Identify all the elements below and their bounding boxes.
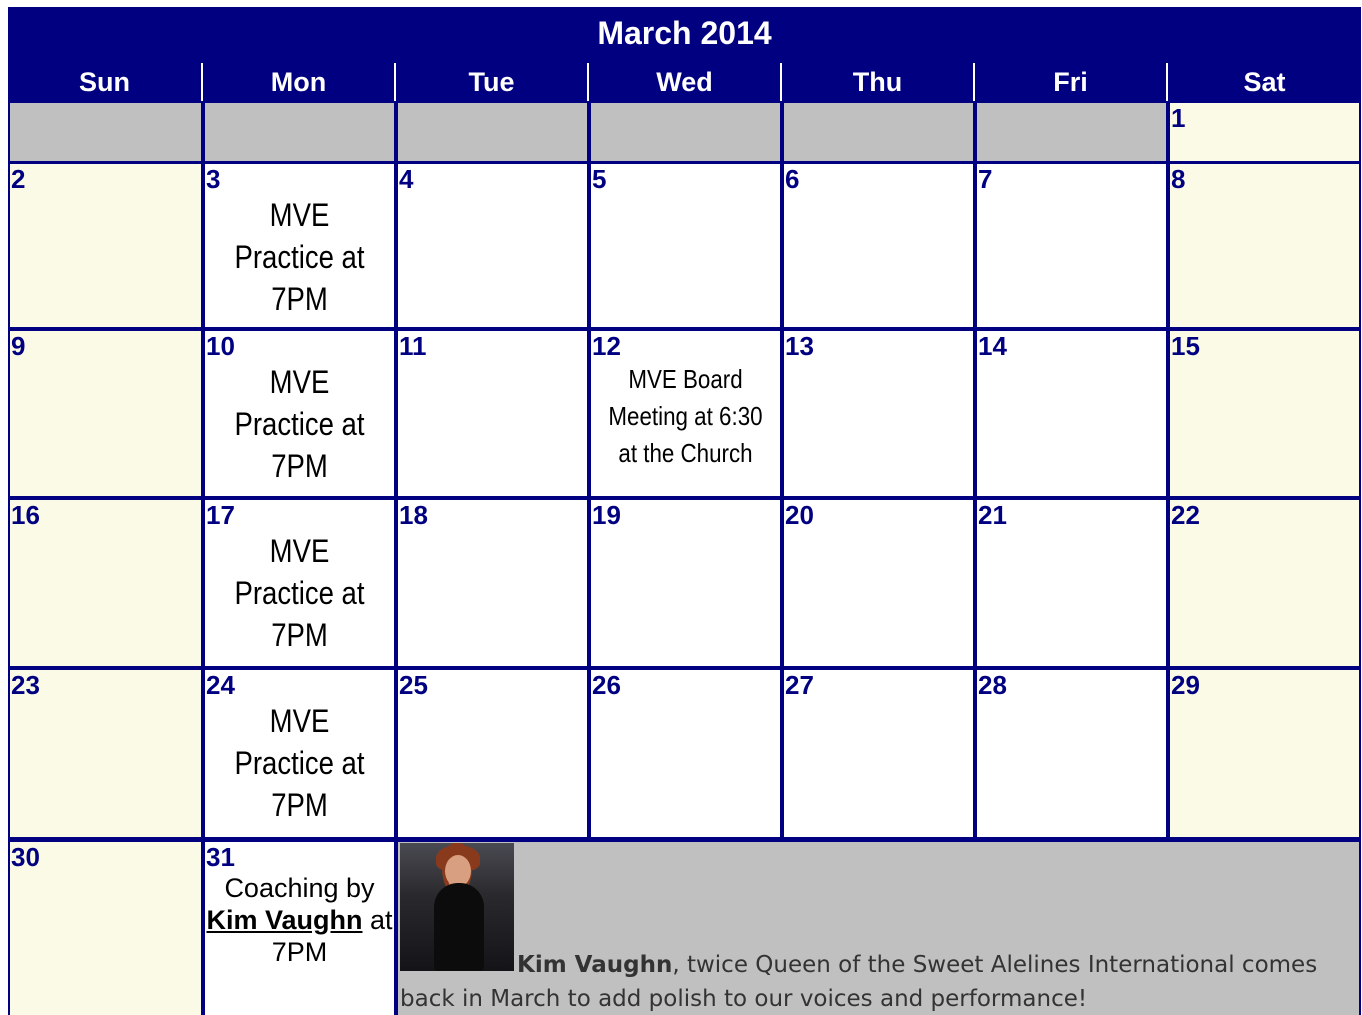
day-number: 16 [11, 500, 40, 530]
day-number: 9 [11, 331, 26, 361]
day-number: 17 [206, 500, 235, 530]
empty-cell [398, 103, 587, 161]
day-cell-6 [784, 164, 973, 327]
day-cell-4 [398, 164, 587, 327]
day-cell-11 [398, 331, 587, 496]
empty-cell [591, 103, 780, 161]
day-cell-14 [977, 331, 1166, 496]
weekday-header-sat: Sat [1168, 63, 1361, 101]
event-coaching-line1: Coaching by [224, 873, 375, 903]
day-cell-20 [784, 500, 973, 666]
event-coaching-at: at [362, 905, 393, 935]
day-cell-24 [205, 670, 394, 837]
weekday-header-wed: Wed [589, 63, 782, 101]
day-cell-13 [784, 331, 973, 496]
day-cell-18 [398, 500, 587, 666]
day-number: 3 [206, 164, 221, 194]
day-cell-8 [1170, 164, 1359, 327]
day-cell-5 [591, 164, 780, 327]
event-practice-line3: 7PM [271, 787, 328, 823]
day-cell-12 [591, 331, 780, 496]
day-cell-27 [784, 670, 973, 837]
kim-vaughn-link[interactable]: Kim Vaughn [206, 905, 363, 935]
day-cell-19 [591, 500, 780, 666]
notice-name: Kim Vaughn [517, 952, 673, 978]
day-cell-23 [10, 670, 201, 837]
day-cell-1 [1170, 103, 1359, 161]
day-cell-26 [591, 670, 780, 837]
day-number: 7 [978, 164, 993, 194]
day-cell-17 [205, 500, 394, 666]
day-number: 24 [206, 670, 235, 700]
day-number: 19 [592, 500, 621, 530]
day-cell-3 [205, 164, 394, 327]
notice-body: , twice Queen of the Sweet Alelines International comes back in March to add polish to our voices and performance! [400, 952, 1318, 1012]
weekday-header-mon: Mon [203, 63, 396, 101]
empty-cell [977, 103, 1166, 161]
event-practice-line3: 7PM [271, 448, 328, 484]
event-practice-line1: MVE [269, 703, 330, 739]
event-board-line2: Meeting at 6:30 [608, 401, 763, 431]
weekday-header-fri: Fri [975, 63, 1168, 101]
day-cell-25 [398, 670, 587, 837]
day-cell-16 [10, 500, 201, 666]
day-cell-28 [977, 670, 1166, 837]
day-number: 29 [1171, 670, 1200, 700]
day-number: 27 [785, 670, 814, 700]
day-number: 22 [1171, 500, 1200, 530]
day-number: 21 [978, 500, 1007, 530]
event-coaching-line3: 7PM [271, 937, 328, 967]
event-practice-line3: 7PM [271, 617, 328, 653]
event-practice-line2: Practice at [234, 745, 365, 781]
empty-cell [205, 103, 394, 161]
notice-text [400, 948, 1359, 1015]
event-practice-line3: 7PM [271, 281, 328, 317]
day-number: 20 [785, 500, 814, 530]
day-number: 5 [592, 164, 607, 194]
weekday-header-thu: Thu [782, 63, 975, 101]
day-number: 12 [592, 331, 621, 361]
day-cell-21 [977, 500, 1166, 666]
day-number: 11 [399, 331, 427, 361]
day-number: 26 [592, 670, 621, 700]
event-practice-line2: Practice at [234, 239, 365, 275]
event-board-line3: at the Church [618, 438, 753, 468]
day-number: 30 [11, 842, 40, 872]
day-number: 8 [1171, 164, 1186, 194]
event-board-line1: MVE Board [628, 364, 743, 394]
day-number: 6 [785, 164, 800, 194]
day-number: 15 [1171, 331, 1200, 361]
notice-panel [398, 842, 1359, 1015]
event-practice-line2: Practice at [234, 575, 365, 611]
day-number: 13 [785, 331, 814, 361]
empty-cell [10, 103, 201, 161]
day-cell-31 [205, 842, 394, 1015]
day-cell-10 [205, 331, 394, 496]
day-cell-7 [977, 164, 1166, 327]
day-number: 2 [11, 164, 26, 194]
empty-cell [784, 103, 973, 161]
weekday-header-tue: Tue [396, 63, 589, 101]
day-cell-9 [10, 331, 201, 496]
day-number: 14 [978, 331, 1007, 361]
day-number: 10 [206, 331, 235, 361]
event-practice-line1: MVE [269, 197, 330, 233]
day-number: 28 [978, 670, 1007, 700]
day-cell-2 [10, 164, 201, 327]
event-practice-line2: Practice at [234, 406, 365, 442]
day-cell-15 [1170, 331, 1359, 496]
event-practice-line1: MVE [269, 364, 330, 400]
day-number: 18 [399, 500, 428, 530]
day-number: 1 [1171, 103, 1186, 133]
event-practice-line1: MVE [269, 533, 330, 569]
day-cell-22 [1170, 500, 1359, 666]
day-cell-30 [10, 842, 201, 1015]
day-number: 25 [399, 670, 428, 700]
event-coaching-line2 [205, 904, 394, 936]
weekday-header-sun: Sun [8, 63, 203, 101]
day-number: 31 [206, 842, 235, 872]
day-number: 23 [11, 670, 40, 700]
day-number: 4 [399, 164, 414, 194]
calendar [8, 7, 1361, 1015]
day-cell-29 [1170, 670, 1359, 837]
calendar-title: March 2014 [597, 15, 772, 51]
